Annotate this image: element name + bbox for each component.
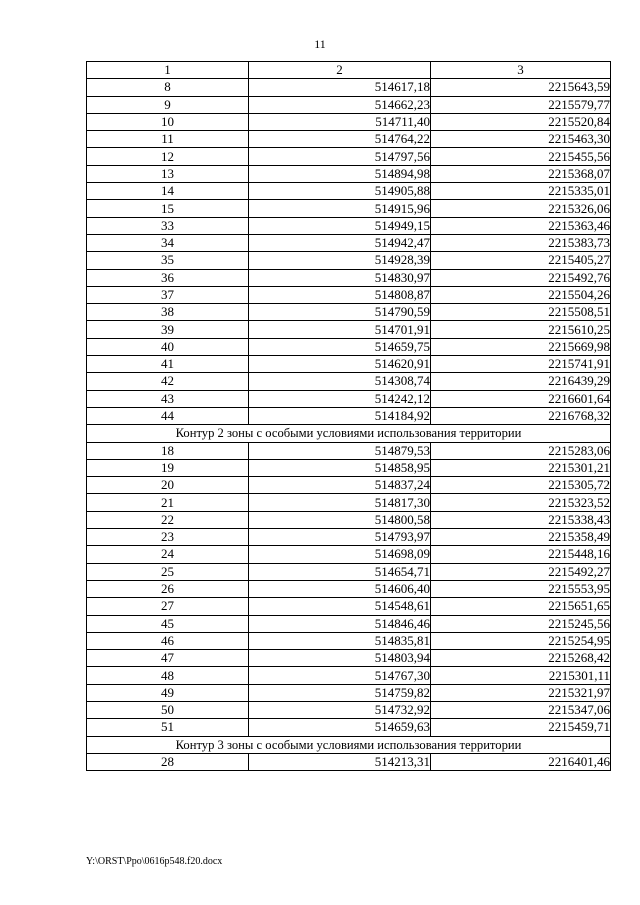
point-number-cell: 34 xyxy=(87,234,249,251)
point-number-cell: 21 xyxy=(87,494,249,511)
coordinate-y-cell: 2216768,32 xyxy=(431,407,611,424)
table-row xyxy=(87,286,611,303)
coordinate-y-cell: 2215741,91 xyxy=(431,356,611,373)
coordinate-x-cell: 514894,98 xyxy=(249,165,431,182)
coordinate-x-cell: 514846,46 xyxy=(249,615,431,632)
point-number-cell: 38 xyxy=(87,304,249,321)
table-row xyxy=(87,373,611,390)
table-row xyxy=(87,407,611,424)
coordinate-y-cell: 2215254,95 xyxy=(431,632,611,649)
coordinate-y-cell: 2215651,65 xyxy=(431,598,611,615)
coordinate-x-cell: 514617,18 xyxy=(249,79,431,96)
table-row xyxy=(87,390,611,407)
point-number-cell: 12 xyxy=(87,148,249,165)
point-number-cell: 23 xyxy=(87,529,249,546)
coordinate-x-cell: 514837,24 xyxy=(249,477,431,494)
coordinate-x-cell: 514835,81 xyxy=(249,632,431,649)
point-number-cell: 13 xyxy=(87,165,249,182)
table-row xyxy=(87,546,611,563)
coordinate-x-cell: 514928,39 xyxy=(249,252,431,269)
table-row xyxy=(87,183,611,200)
coordinate-x-cell: 514548,61 xyxy=(249,598,431,615)
coordinate-x-cell: 514698,09 xyxy=(249,546,431,563)
coordinate-x-cell: 514620,91 xyxy=(249,356,431,373)
coordinate-y-cell: 2215520,84 xyxy=(431,113,611,130)
coordinate-x-cell: 514803,94 xyxy=(249,650,431,667)
coordinate-x-cell: 514654,71 xyxy=(249,563,431,580)
coordinate-x-cell: 514759,82 xyxy=(249,684,431,701)
table-row xyxy=(87,304,611,321)
table-row xyxy=(87,753,611,770)
coordinate-y-cell: 2215455,56 xyxy=(431,148,611,165)
coordinate-x-cell: 514797,56 xyxy=(249,148,431,165)
table-row xyxy=(87,632,611,649)
table-row xyxy=(87,563,611,580)
contour-heading-row xyxy=(87,736,611,753)
point-number-cell: 24 xyxy=(87,546,249,563)
coordinate-x-cell: 514732,92 xyxy=(249,701,431,718)
point-number-cell: 40 xyxy=(87,338,249,355)
table-row xyxy=(87,165,611,182)
table-row xyxy=(87,511,611,528)
table-row xyxy=(87,615,611,632)
point-number-cell: 25 xyxy=(87,563,249,580)
point-number-cell: 10 xyxy=(87,113,249,130)
table-row xyxy=(87,442,611,459)
coordinate-y-cell: 2215492,27 xyxy=(431,563,611,580)
coordinate-y-cell: 2215268,42 xyxy=(431,650,611,667)
point-number-cell: 14 xyxy=(87,183,249,200)
coordinate-x-cell: 514662,23 xyxy=(249,96,431,113)
header-coordinate-y: 3 xyxy=(431,62,611,79)
page-number: 11 xyxy=(314,37,326,51)
point-number-cell: 49 xyxy=(87,684,249,701)
point-number-cell: 18 xyxy=(87,442,249,459)
table-body xyxy=(87,62,611,771)
table-row xyxy=(87,477,611,494)
coordinate-y-cell: 2215448,16 xyxy=(431,546,611,563)
point-number-cell: 37 xyxy=(87,286,249,303)
coordinate-x-cell: 514949,15 xyxy=(249,217,431,234)
table-row xyxy=(87,148,611,165)
table-row xyxy=(87,113,611,130)
coordinate-y-cell: 2215358,49 xyxy=(431,529,611,546)
contour-heading-row xyxy=(87,425,611,442)
coordinate-x-cell: 514308,74 xyxy=(249,373,431,390)
coordinate-x-cell: 514793,97 xyxy=(249,529,431,546)
coordinate-y-cell: 2215504,26 xyxy=(431,286,611,303)
header-coordinate-x: 2 xyxy=(249,62,431,79)
coordinate-y-cell: 2215326,06 xyxy=(431,200,611,217)
point-number-cell: 50 xyxy=(87,701,249,718)
coordinate-y-cell: 2215363,46 xyxy=(431,217,611,234)
point-number-cell: 46 xyxy=(87,632,249,649)
table-row xyxy=(87,96,611,113)
coordinate-y-cell: 2215338,43 xyxy=(431,511,611,528)
coordinate-x-cell: 514701,91 xyxy=(249,321,431,338)
coordinate-y-cell: 2215368,07 xyxy=(431,165,611,182)
coordinate-y-cell: 2216439,29 xyxy=(431,373,611,390)
point-number-cell: 41 xyxy=(87,356,249,373)
point-number-cell: 51 xyxy=(87,719,249,736)
table-row xyxy=(87,79,611,96)
coordinate-y-cell: 2215459,71 xyxy=(431,719,611,736)
point-number-cell: 44 xyxy=(87,407,249,424)
table-row xyxy=(87,667,611,684)
coordinate-x-cell: 514879,53 xyxy=(249,442,431,459)
point-number-cell: 43 xyxy=(87,390,249,407)
table-row xyxy=(87,494,611,511)
coordinate-y-cell: 2215610,25 xyxy=(431,321,611,338)
table-row xyxy=(87,701,611,718)
coordinate-x-cell: 514767,30 xyxy=(249,667,431,684)
coordinate-y-cell: 2215463,30 xyxy=(431,131,611,148)
point-number-cell: 39 xyxy=(87,321,249,338)
header-point-number: 1 xyxy=(87,62,249,79)
table-row xyxy=(87,234,611,251)
point-number-cell: 19 xyxy=(87,459,249,476)
coordinate-y-cell: 2215405,27 xyxy=(431,252,611,269)
point-number-cell: 26 xyxy=(87,580,249,597)
coordinate-x-cell: 514790,59 xyxy=(249,304,431,321)
coordinate-x-cell: 514711,40 xyxy=(249,113,431,130)
contour-heading: Контур 3 зоны с особыми условиями использования территории xyxy=(87,736,611,753)
point-number-cell: 42 xyxy=(87,373,249,390)
coordinate-y-cell: 2215335,01 xyxy=(431,183,611,200)
coordinate-x-cell: 514942,47 xyxy=(249,234,431,251)
coordinate-y-cell: 2215492,76 xyxy=(431,269,611,286)
coordinates-table xyxy=(86,61,611,771)
coordinate-x-cell: 514764,22 xyxy=(249,131,431,148)
coordinate-y-cell: 2215323,52 xyxy=(431,494,611,511)
table-row xyxy=(87,650,611,667)
coordinate-y-cell: 2215305,72 xyxy=(431,477,611,494)
coordinate-x-cell: 514659,75 xyxy=(249,338,431,355)
coordinate-y-cell: 2215508,51 xyxy=(431,304,611,321)
coordinate-y-cell: 2215283,06 xyxy=(431,442,611,459)
table-row xyxy=(87,684,611,701)
coordinate-y-cell: 2215301,21 xyxy=(431,459,611,476)
coordinate-y-cell: 2215347,06 xyxy=(431,701,611,718)
coordinate-x-cell: 514606,40 xyxy=(249,580,431,597)
table-row xyxy=(87,338,611,355)
coordinate-y-cell: 2215301,11 xyxy=(431,667,611,684)
coordinate-x-cell: 514905,88 xyxy=(249,183,431,200)
coordinate-x-cell: 514184,92 xyxy=(249,407,431,424)
coordinate-y-cell: 2216601,64 xyxy=(431,390,611,407)
point-number-cell: 47 xyxy=(87,650,249,667)
coordinate-x-cell: 514808,87 xyxy=(249,286,431,303)
table-row xyxy=(87,580,611,597)
coordinate-x-cell: 514817,30 xyxy=(249,494,431,511)
table-row xyxy=(87,598,611,615)
point-number-cell: 8 xyxy=(87,79,249,96)
point-number-cell: 15 xyxy=(87,200,249,217)
point-number-cell: 28 xyxy=(87,753,249,770)
coordinate-y-cell: 2216401,46 xyxy=(431,753,611,770)
point-number-cell: 36 xyxy=(87,269,249,286)
coordinate-y-cell: 2215383,73 xyxy=(431,234,611,251)
coordinate-y-cell: 2215321,97 xyxy=(431,684,611,701)
table-row xyxy=(87,200,611,217)
coordinate-x-cell: 514858,95 xyxy=(249,459,431,476)
coordinate-y-cell: 2215553,95 xyxy=(431,580,611,597)
point-number-cell: 9 xyxy=(87,96,249,113)
coordinate-x-cell: 514915,96 xyxy=(249,200,431,217)
table-row xyxy=(87,719,611,736)
point-number-cell: 35 xyxy=(87,252,249,269)
contour-heading: Контур 2 зоны с особыми условиями использования территории xyxy=(87,425,611,442)
table-row xyxy=(87,217,611,234)
table-row xyxy=(87,252,611,269)
point-number-cell: 20 xyxy=(87,477,249,494)
table-row xyxy=(87,269,611,286)
coordinate-y-cell: 2215245,56 xyxy=(431,615,611,632)
table-row xyxy=(87,131,611,148)
point-number-cell: 33 xyxy=(87,217,249,234)
table-row xyxy=(87,529,611,546)
table-row xyxy=(87,321,611,338)
point-number-cell: 27 xyxy=(87,598,249,615)
footer-file-path: Y:\ORST\Ppo\0616p548.f20.docx xyxy=(86,856,223,867)
coordinate-x-cell: 514213,31 xyxy=(249,753,431,770)
point-number-cell: 48 xyxy=(87,667,249,684)
point-number-cell: 11 xyxy=(87,131,249,148)
coordinate-y-cell: 2215669,98 xyxy=(431,338,611,355)
table-row xyxy=(87,356,611,373)
coordinate-x-cell: 514830,97 xyxy=(249,269,431,286)
table-header-row xyxy=(87,62,611,79)
point-number-cell: 45 xyxy=(87,615,249,632)
point-number-cell: 22 xyxy=(87,511,249,528)
coordinate-y-cell: 2215643,59 xyxy=(431,79,611,96)
table-row xyxy=(87,459,611,476)
coordinate-x-cell: 514242,12 xyxy=(249,390,431,407)
coordinate-y-cell: 2215579,77 xyxy=(431,96,611,113)
coordinate-x-cell: 514659,63 xyxy=(249,719,431,736)
coordinate-x-cell: 514800,58 xyxy=(249,511,431,528)
